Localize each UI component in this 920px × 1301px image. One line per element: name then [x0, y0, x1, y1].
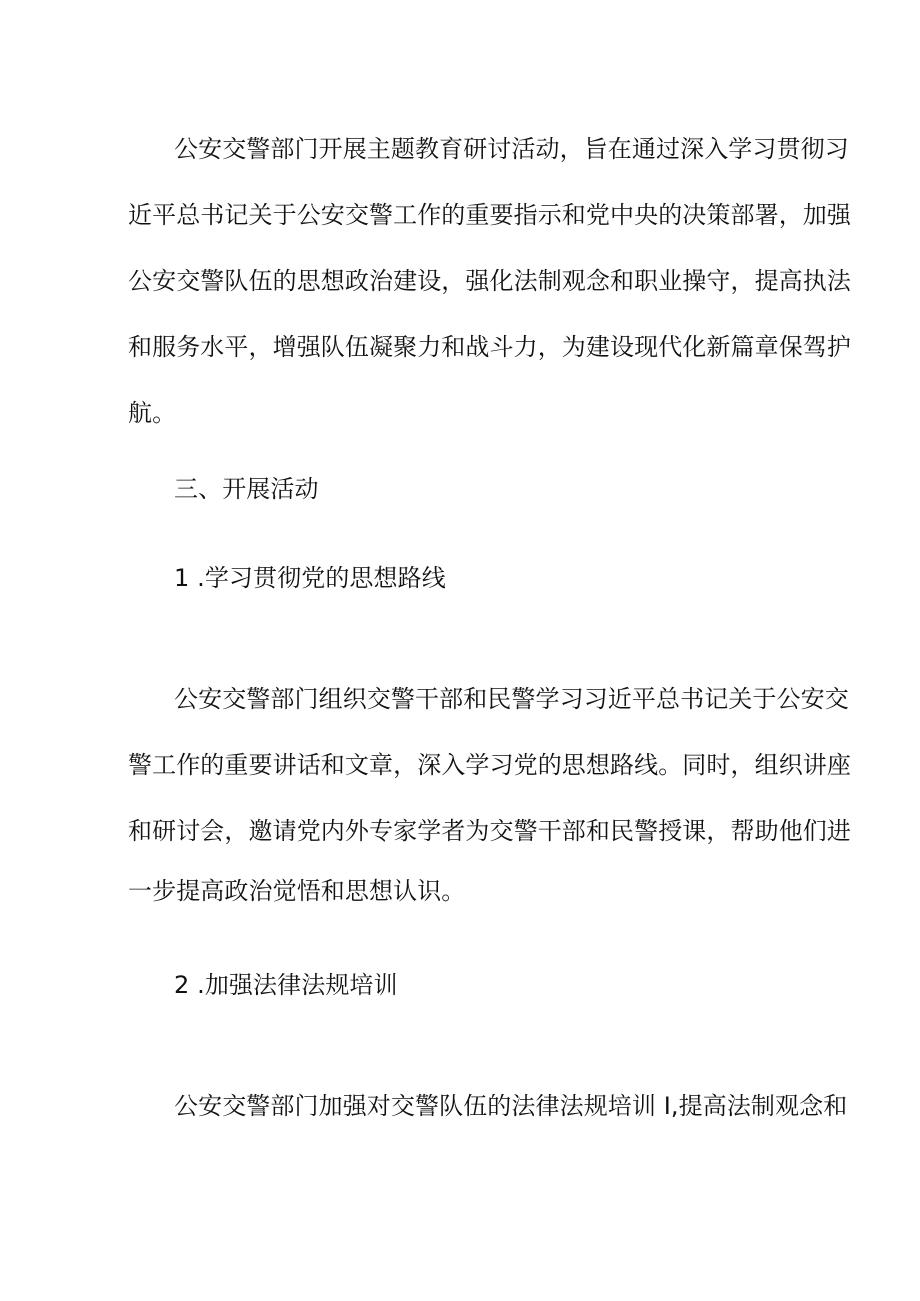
paragraph-3-line-1: 公安交警部门加强对交警队伍的法律法规培训 I,提高法制观念和 [174, 1092, 848, 1120]
paragraph-2-line-3: 和研讨会，邀请党内外专家学者为交警干部和民警授课，帮助他们进 [128, 817, 851, 845]
paragraph-1-line-2: 近平总书记关于公安交警工作的重要指示和党中央的决策部署，加强 [128, 201, 851, 229]
paragraph-1-line-5: 航。 [128, 399, 177, 427]
paragraph-1-line-4: 和服务水平，增强队伍凝聚力和战斗力，为建设现代化新篇章保驾护 [128, 333, 851, 361]
item-2-heading: 2 .加强法律法规培训 [174, 971, 398, 999]
section-3-heading: 三、开展活动 [174, 475, 319, 503]
paragraph-2-line-4: 一步提高政治觉悟和思想认识。 [128, 877, 466, 905]
paragraph-2-line-2: 警工作的重要讲话和文章，深入学习党的思想路线。同时，组织讲座 [128, 751, 851, 779]
item-1-heading: 1 .学习贯彻党的思想路线 [174, 564, 446, 592]
paragraph-2-line-1: 公安交警部门组织交警干部和民警学习习近平总书记关于公安交 [174, 685, 849, 713]
paragraph-1-line-1: 公安交警部门开展主题教育研讨活动，旨在通过深入学习贯彻习 [174, 135, 849, 163]
paragraph-1-line-3: 公安交警队伍的思想政治建设，强化法制观念和职业操守，提高执法 [128, 267, 851, 295]
